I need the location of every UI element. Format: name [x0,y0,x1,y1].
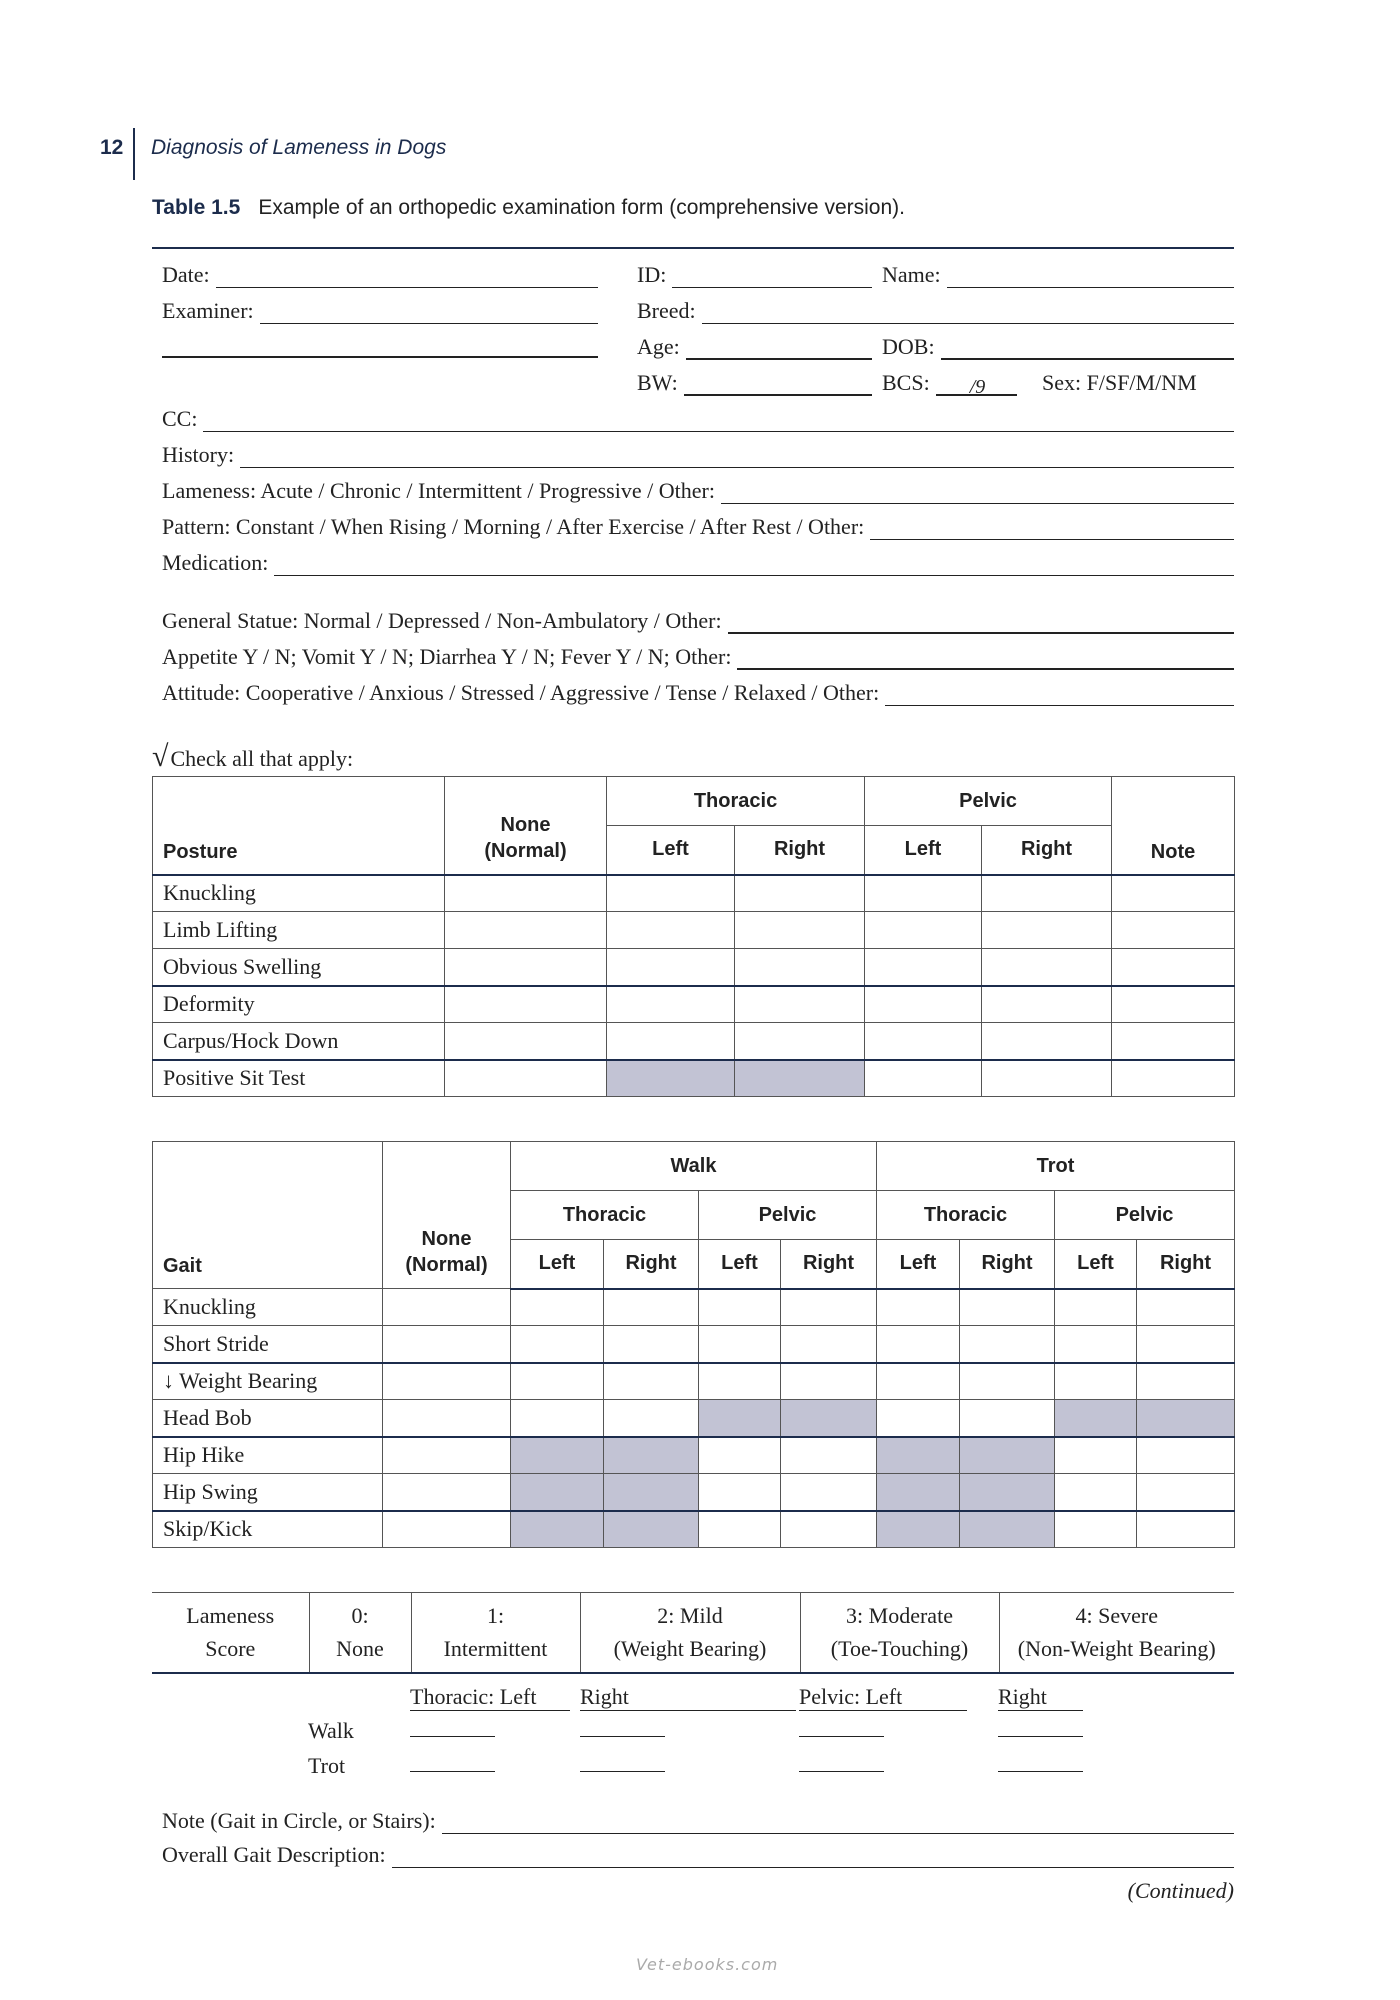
posture-row-label: Deformity [153,986,445,1023]
history-label: History: [162,442,235,467]
date-label: Date: [162,262,210,287]
check-cell[interactable] [1137,1437,1235,1474]
posture-note-header: Note [1112,777,1235,875]
check-cell[interactable] [735,912,865,949]
cc-label: CC: [162,406,198,431]
check-cell[interactable] [511,1363,604,1400]
lameness-score-table [152,1592,1234,1674]
bcs-value: /9 [969,376,986,398]
check-cell[interactable] [607,875,735,912]
table-row [153,949,1235,986]
table-row [153,1326,1235,1363]
score-label-cell [152,1593,309,1673]
check-cell[interactable] [735,986,865,1023]
check-cell[interactable] [865,1060,982,1097]
attitude-label: Attitude: Cooperative / Anxious / Stressed / Aggressive / Tense / Relaxed / Other: [162,680,880,705]
check-cell[interactable] [383,1437,511,1474]
check-cell[interactable] [982,949,1112,986]
check-cell[interactable] [865,912,982,949]
shaded-cell [604,1474,699,1511]
check-cell[interactable] [445,1060,607,1097]
appetite-field[interactable] [162,644,1234,670]
shaded-cell [1137,1400,1235,1437]
check-all-instruction [152,742,652,772]
score-2-number: 2: Mild [657,1603,723,1629]
medication-label: Medication: [162,550,269,575]
check-cell[interactable] [1112,912,1235,949]
score-label-line2: Score [205,1636,256,1662]
shaded-cell [877,1474,960,1511]
posture-pelvic-left: Left [865,826,982,875]
walk-thoracic-left-blank[interactable] [410,1736,495,1737]
check-cell[interactable] [445,986,607,1023]
score-3-cell [800,1593,999,1673]
check-cell[interactable] [982,912,1112,949]
thoracic-left-heading: Thoracic: Left [410,1684,570,1711]
shaded-cell [960,1437,1055,1474]
bcs-field[interactable] [882,370,1017,396]
check-cell[interactable] [511,1289,604,1326]
check-cell[interactable] [1137,1289,1235,1326]
check-cell[interactable] [865,986,982,1023]
check-cell[interactable] [960,1289,1055,1326]
score-1-cell [411,1593,580,1673]
caption-label: Table 1.5 [152,196,241,219]
check-cell[interactable] [383,1363,511,1400]
check-cell[interactable] [960,1400,1055,1437]
shaded-cell [604,1437,699,1474]
gait-row-label: Knuckling [153,1289,383,1326]
pelvic-right-heading: Right [998,1684,1083,1711]
gait-right: Right [960,1240,1055,1289]
gait-row-label: Hip Hike [153,1437,383,1474]
check-cell[interactable] [383,1326,511,1363]
check-cell[interactable] [607,1023,735,1060]
walk-thoracic-right-blank[interactable] [580,1736,665,1737]
table-row [153,1363,1235,1400]
check-cell[interactable] [781,1474,877,1511]
score-0-desc: None [336,1636,384,1662]
posture-row-label: Knuckling [153,875,445,912]
cc-field[interactable] [162,406,1234,432]
table-caption [152,196,905,220]
check-cell[interactable] [982,875,1112,912]
check-cell[interactable] [699,1511,781,1548]
history-field[interactable] [162,442,1234,468]
check-cell[interactable] [865,949,982,986]
check-cell[interactable] [877,1326,960,1363]
walk-row-label: Walk [308,1718,354,1743]
trot-thoracic-left-blank[interactable] [410,1771,495,1772]
gait-header: Gait [153,1142,383,1289]
shaded-cell [511,1474,604,1511]
check-cell[interactable] [383,1400,511,1437]
table-row [153,1289,1235,1326]
score-4-cell [999,1593,1234,1673]
shaded-cell [735,1060,865,1097]
check-cell[interactable] [781,1511,877,1548]
pattern-label: Pattern: Constant / When Rising / Morning / After Exercise / After Rest / Other: [162,514,865,539]
lameness-label: Lameness: Acute / Chronic / Intermittent / Progressive / Other: [162,478,715,503]
check-cell[interactable] [1112,1023,1235,1060]
table-row [153,986,1235,1023]
table-row [153,912,1235,949]
score-1-number: 1: [486,1603,505,1629]
header-divider [133,128,135,180]
gait-none-header: None (Normal) [383,1142,511,1289]
check-cell[interactable] [699,1289,781,1326]
score-4-number: 4: Severe [1075,1603,1158,1629]
examiner-label: Examiner: [162,298,254,323]
table-row [153,1060,1235,1097]
shaded-cell [511,1511,604,1548]
gait-left: Left [1055,1240,1137,1289]
table-row [153,1437,1235,1474]
shaded-cell [699,1400,781,1437]
check-cell[interactable] [445,949,607,986]
check-cell[interactable] [1112,986,1235,1023]
overall-gait-field[interactable] [162,1842,1234,1868]
gait-left: Left [699,1240,781,1289]
sex-field [1042,370,1242,396]
posture-pelvic-right: Right [982,826,1112,875]
check-cell[interactable] [960,1326,1055,1363]
gait-trot-thoracic: Thoracic [877,1191,1055,1240]
shaded-cell [877,1511,960,1548]
gait-row-label: Skip/Kick [153,1511,383,1548]
age-label: Age: [637,334,680,359]
gait-row-label: Hip Swing [153,1474,383,1511]
check-cell[interactable] [781,1326,877,1363]
check-cell[interactable] [1137,1474,1235,1511]
check-cell[interactable] [865,1023,982,1060]
score-0-number: 0: [351,1603,369,1629]
pelvic-left-heading: Pelvic: Left [799,1684,967,1711]
score-3-number: 3: Moderate [846,1603,953,1629]
score-2-cell [580,1593,800,1673]
check-cell[interactable] [1055,1363,1137,1400]
gait-left: Left [877,1240,960,1289]
check-cell[interactable] [511,1400,604,1437]
gait-right: Right [781,1240,877,1289]
pattern-field[interactable] [162,514,1234,540]
gait-walk-thoracic: Thoracic [511,1191,699,1240]
check-cell[interactable] [1112,1060,1235,1097]
medication-field[interactable] [162,550,1234,576]
score-4-desc: (Non-Weight Bearing) [1017,1636,1216,1662]
running-title: Diagnosis of Lameness in Dogs [151,136,447,159]
gait-row-label: Head Bob [153,1400,383,1437]
check-cell[interactable] [604,1326,699,1363]
check-cell[interactable] [982,1060,1112,1097]
check-cell[interactable] [781,1437,877,1474]
posture-header: Posture [153,777,445,875]
walk-pelvic-left-blank[interactable] [799,1736,884,1737]
shaded-cell [960,1474,1055,1511]
check-cell[interactable] [877,1400,960,1437]
name-field[interactable] [882,262,1234,288]
table-row [153,1511,1235,1548]
check-cell[interactable] [1055,1289,1137,1326]
check-cell[interactable] [511,1326,604,1363]
posture-pelvic-header: Pelvic [865,777,1112,826]
gait-row-label: Short Stride [153,1326,383,1363]
check-cell[interactable] [445,1023,607,1060]
check-cell[interactable] [1055,1474,1137,1511]
gait-right: Right [604,1240,699,1289]
gait-trot-pelvic: Pelvic [1055,1191,1235,1240]
shaded-cell [1055,1400,1137,1437]
posture-row-label: Limb Lifting [153,912,445,949]
check-cell[interactable] [445,875,607,912]
check-cell[interactable] [607,912,735,949]
examiner-field[interactable] [162,298,598,324]
date-field[interactable] [162,262,598,288]
top-rule [152,247,1234,249]
check-cell[interactable] [699,1437,781,1474]
id-field[interactable] [637,262,872,288]
check-cell[interactable] [982,1023,1112,1060]
shaded-cell [607,1060,735,1097]
check-cell[interactable] [1112,949,1235,986]
check-cell[interactable] [1137,1326,1235,1363]
check-cell[interactable] [699,1474,781,1511]
overall-gait-label: Overall Gait Description: [162,1842,386,1867]
checkmark-icon: √ [152,740,169,773]
attitude-field[interactable] [162,680,1234,706]
gait-trot-header: Trot [877,1142,1235,1191]
dob-label: DOB: [882,334,935,359]
bcs-label: BCS: [882,370,930,395]
table-row [153,1474,1235,1511]
name-label: Name: [882,262,941,287]
check-cell[interactable] [607,986,735,1023]
check-cell[interactable] [735,1023,865,1060]
trot-thoracic-right-blank[interactable] [580,1771,665,1772]
trot-pelvic-left-blank[interactable] [799,1771,884,1772]
posture-none-header: None (Normal) [445,777,607,875]
table-row [153,875,1235,912]
trot-row-label: Trot [308,1753,346,1778]
check-cell[interactable] [960,1363,1055,1400]
check-cell[interactable] [1112,875,1235,912]
posture-thoracic-header: Thoracic [607,777,865,826]
age-field[interactable] [637,334,872,360]
shaded-cell [877,1437,960,1474]
check-cell[interactable] [1055,1326,1137,1363]
id-label: ID: [637,262,667,287]
gait-walk-pelvic: Pelvic [699,1191,877,1240]
gait-left: Left [511,1240,604,1289]
thoracic-right-heading: Right [580,1684,796,1711]
check-cell[interactable] [877,1363,960,1400]
bw-field[interactable] [637,370,872,396]
check-cell[interactable] [607,949,735,986]
trot-pelvic-right-blank[interactable] [998,1771,1083,1772]
score-2-desc: (Weight Bearing) [613,1636,767,1662]
posture-thoracic-right: Right [735,826,865,875]
posture-thoracic-left: Left [607,826,735,875]
gait-table [152,1141,1235,1548]
check-cell[interactable] [865,875,982,912]
check-cell[interactable] [781,1363,877,1400]
continued-note: (Continued) [1127,1878,1234,1903]
score-0-cell [309,1593,411,1673]
posture-table [152,776,1235,1097]
check-cell[interactable] [699,1363,781,1400]
watermark-logo: Vet-ebooks.com [636,1955,779,1974]
check-cell[interactable] [383,1511,511,1548]
bw-label: BW: [637,370,678,395]
general-status-label: General Statue: Normal / Depressed / Non-Ambulatory / Other: [162,608,722,633]
posture-row-label: Obvious Swelling [153,949,445,986]
score-3-desc: (Toe-Touching) [830,1636,969,1662]
shaded-cell [604,1511,699,1548]
check-cell[interactable] [781,1289,877,1326]
posture-row-label: Positive Sit Test [153,1060,445,1097]
check-all-label: Check all that apply: [170,746,354,771]
table-row [153,1023,1235,1060]
check-cell[interactable] [1137,1511,1235,1548]
gait-row-label: ↓ Weight Bearing [153,1363,383,1400]
shaded-cell [960,1511,1055,1548]
breed-field[interactable] [637,298,1234,324]
shaded-cell [511,1437,604,1474]
walk-pelvic-right-blank[interactable] [998,1736,1083,1737]
check-cell[interactable] [383,1474,511,1511]
breed-label: Breed: [637,298,696,323]
check-cell[interactable] [604,1289,699,1326]
check-cell[interactable] [445,912,607,949]
page-number: 12 [100,136,124,159]
examiner-extra-line[interactable] [162,356,598,358]
general-status-field[interactable] [162,608,1234,634]
gait-note-field[interactable] [162,1808,1234,1834]
dob-field[interactable] [882,334,1234,360]
caption-text: Example of an orthopedic examination form (comprehensive version). [258,196,905,219]
check-cell[interactable] [699,1326,781,1363]
score-1-desc: Intermittent [443,1636,548,1662]
shaded-cell [781,1400,877,1437]
appetite-label: Appetite Y / N; Vomit Y / N; Diarrhea Y / N; Fever Y / N; Other: [162,644,732,669]
check-cell[interactable] [604,1363,699,1400]
check-cell[interactable] [877,1289,960,1326]
check-cell[interactable] [982,986,1112,1023]
check-cell[interactable] [735,875,865,912]
sex-label: Sex: F/SF/M/NM [1042,370,1197,395]
lameness-field[interactable] [162,478,1234,504]
gait-right: Right [1137,1240,1235,1289]
table-row [153,1400,1235,1437]
check-cell[interactable] [1055,1437,1137,1474]
score-label-line1: Lameness [186,1603,275,1629]
check-cell[interactable] [383,1289,511,1326]
check-cell[interactable] [604,1400,699,1437]
check-cell[interactable] [1055,1511,1137,1548]
check-cell[interactable] [1137,1363,1235,1400]
posture-row-label: Carpus/Hock Down [153,1023,445,1060]
check-cell[interactable] [735,949,865,986]
gait-note-label: Note (Gait in Circle, or Stairs): [162,1808,436,1833]
gait-walk-header: Walk [511,1142,877,1191]
